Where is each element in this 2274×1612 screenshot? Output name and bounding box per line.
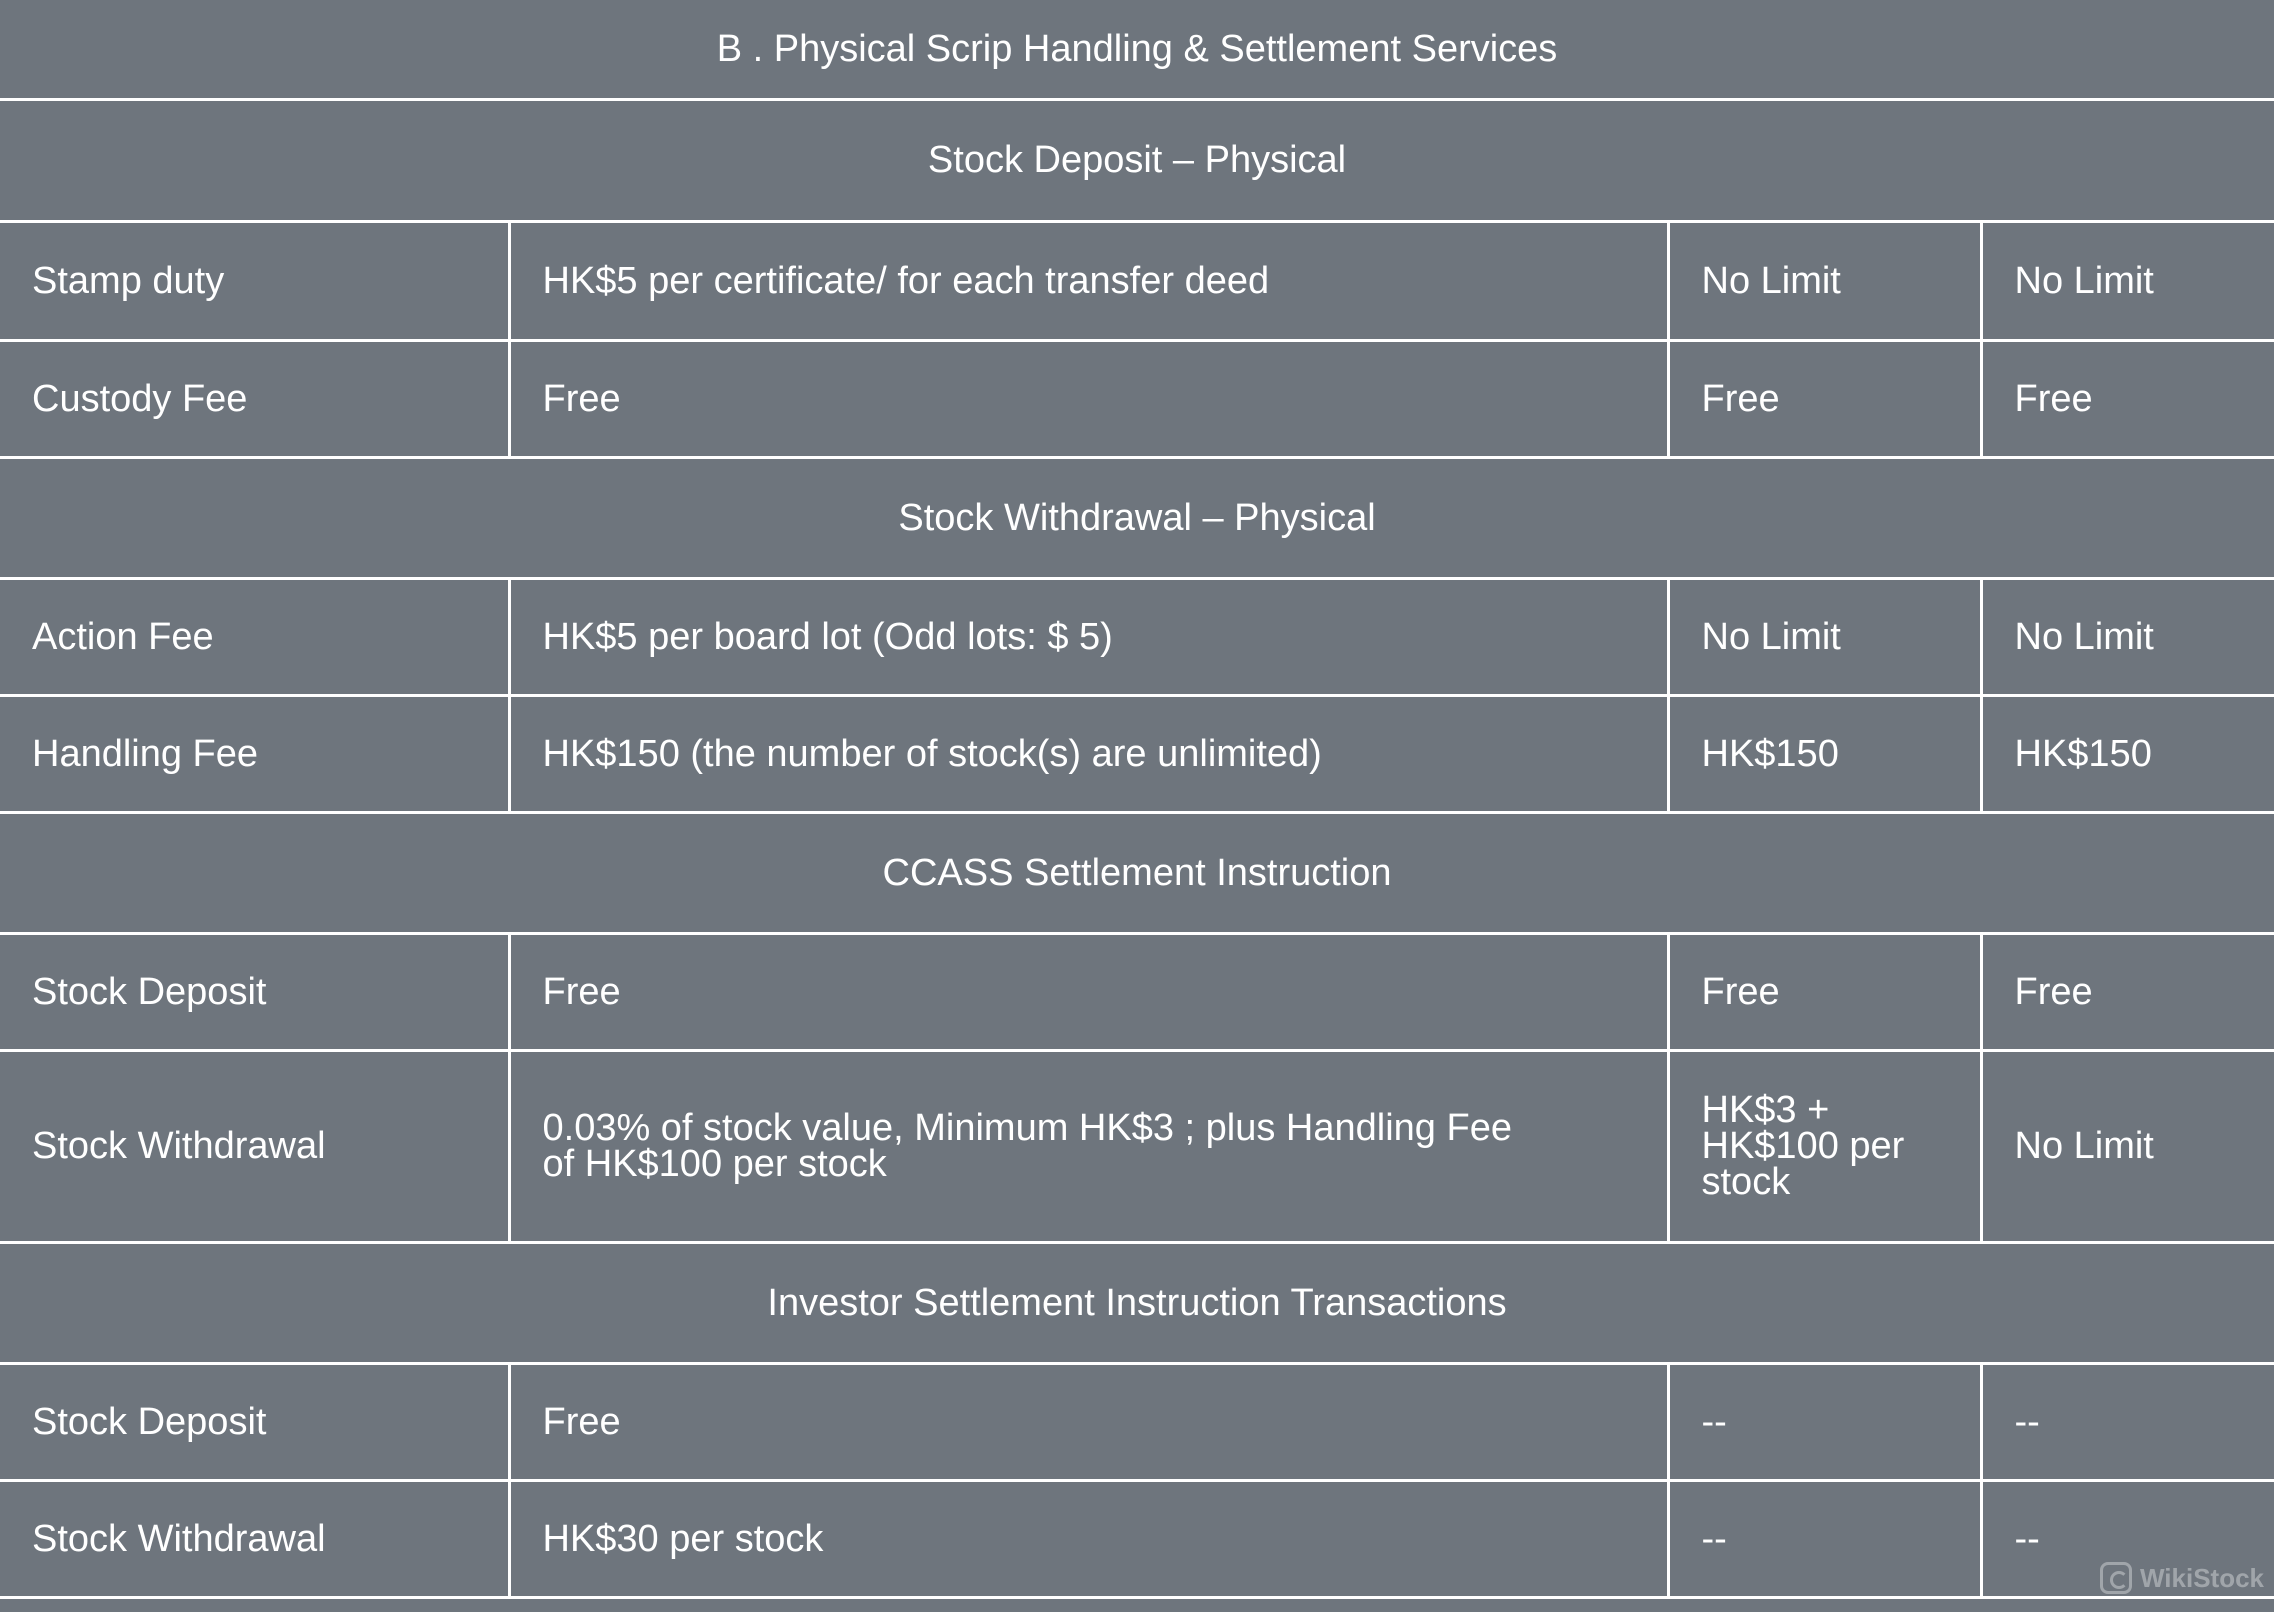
col3-cell: No Limit <box>1668 578 1981 695</box>
table-title-row <box>0 0 2274 99</box>
item-cell: Stock Deposit <box>0 933 509 1050</box>
fee-cell: Free <box>509 933 1668 1050</box>
table-row <box>0 578 2274 695</box>
section-heading-row <box>0 1242 2274 1363</box>
col4-cell: No Limit <box>1981 1050 2274 1242</box>
col4-cell: -- <box>1981 1363 2274 1480</box>
col3-cell: Free <box>1668 933 1981 1050</box>
watermark-text: WikiStock <box>2139 1562 2264 1593</box>
col3-cell: Free <box>1668 340 1981 457</box>
item-cell: Custody Fee <box>0 340 509 457</box>
section-heading-row <box>0 99 2274 221</box>
col4-cell: No Limit <box>1981 221 2274 340</box>
col3-cell: HK$3 + HK$100 per stock <box>1668 1050 1981 1242</box>
table-row <box>0 221 2274 340</box>
section-heading-row <box>0 457 2274 578</box>
fee-cell: HK$5 per certificate/ for each transfer deed <box>509 221 1668 340</box>
fee-cell: HK$150 (the number of stock(s) are unlimited) <box>509 695 1668 812</box>
wikistock-logo-icon <box>2100 1562 2132 1594</box>
fee-cell: HK$5 per board lot (Odd lots: $ 5) <box>509 578 1668 695</box>
fee-cell: 0.03% of stock value, Minimum HK$3 ; plus Handling Fee of HK$100 per stock <box>509 1050 1668 1242</box>
col3-cell: -- <box>1668 1480 1981 1597</box>
fee-cell: Free <box>509 1363 1668 1480</box>
col3-cell: HK$150 <box>1668 695 1981 812</box>
col4-cell: HK$150 <box>1981 695 2274 812</box>
item-cell: Stock Deposit <box>0 1363 509 1480</box>
col3-cell: -- <box>1668 1363 1981 1480</box>
item-cell: Stock Withdrawal <box>0 1050 509 1242</box>
table-row <box>0 933 2274 1050</box>
col3-cell: No Limit <box>1668 221 1981 340</box>
section-heading: Stock Deposit – Physical <box>0 99 2274 221</box>
table-row <box>0 1480 2274 1597</box>
col4-cell: Free <box>1981 340 2274 457</box>
table-row <box>0 1363 2274 1480</box>
col4-cell: No Limit <box>1981 578 2274 695</box>
item-cell: Stock Withdrawal <box>0 1480 509 1597</box>
table-row <box>0 1050 2274 1242</box>
watermark <box>2100 1562 2264 1594</box>
table-row <box>0 695 2274 812</box>
fee-cell: Free <box>509 340 1668 457</box>
fee-cell: HK$30 per stock <box>509 1480 1668 1597</box>
section-heading: CCASS Settlement Instruction <box>0 812 2274 933</box>
col4-cell: Free <box>1981 933 2274 1050</box>
section-heading: Stock Withdrawal – Physical <box>0 457 2274 578</box>
item-cell: Action Fee <box>0 578 509 695</box>
col4-cell: -- <box>1981 1480 2274 1597</box>
section-heading: Investor Settlement Instruction Transactions <box>0 1242 2274 1363</box>
table-title: B . Physical Scrip Handling & Settlement Services <box>0 0 2274 99</box>
item-cell: Stamp duty <box>0 221 509 340</box>
table-row <box>0 340 2274 457</box>
section-heading-row <box>0 812 2274 933</box>
item-cell: Handling Fee <box>0 695 509 812</box>
